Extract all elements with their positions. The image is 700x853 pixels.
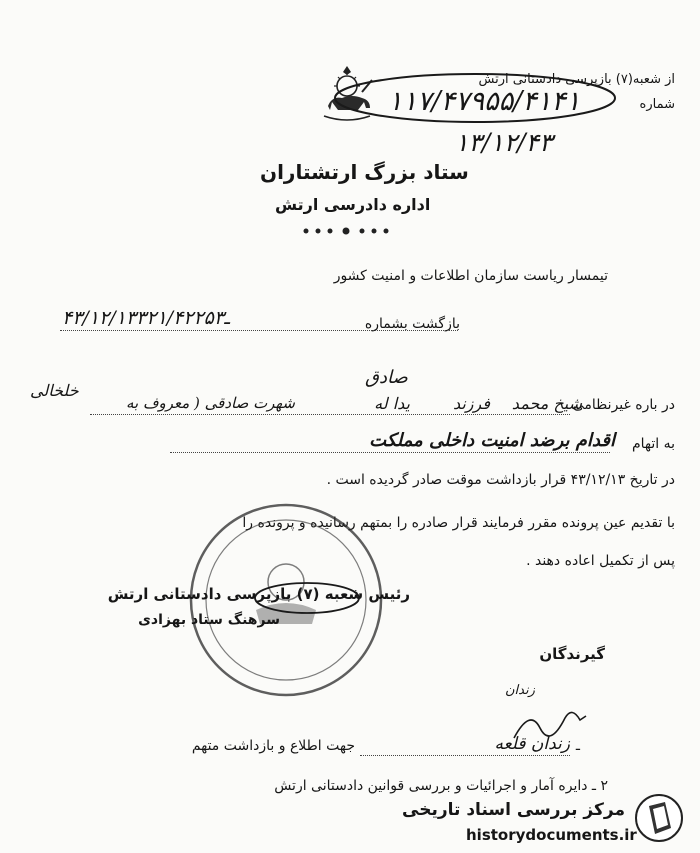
subject-child: فرزند [452,394,490,413]
recipient1-text: جهت اطلاع و بازداشت متهم [191,738,355,754]
signature-name: سرهنگ ستاد بهزادی [138,612,280,628]
header-branch: از شعبه(۷) بازپرسی دادستانی ارتش [478,72,675,87]
charge-label: به اتهام [631,436,675,452]
subject-dotted-line [90,414,570,415]
recipients-heading: گیرندگان [539,645,605,663]
subject-prefix: در باره غیرنظامی [572,397,675,413]
ornament-divider [300,226,392,236]
reference-label: بازگشت بشماره [364,316,460,332]
header-number-value: ۱۱۷/۴۷۹۵۵/۴۱۴۱ [388,86,581,117]
request-line1: با تقدیم عین پرونده مقرر فرمایند قرار صادره را بمتهم رسانیده و پرونده را [242,515,675,531]
recipient-line: تیمسار ریاست سازمان اطلاعات و امنیت کشور [333,268,608,284]
charge-value: اقدام برضد امنیت داخلی مملکت [369,430,615,451]
recipient1-place: زندان قلعه [494,734,570,754]
recipient1-prefix: ـ [575,738,580,754]
subject-name: شیخ محمد [511,394,582,413]
recipient2: ۲ ـ دایره آمار و اجرائیات و بررسی قوانین دادستانی ارتش [274,778,608,794]
signature-title: رئیس شعبه (۷) بازپرسی دادستانی ارتش [107,585,410,603]
header-number-label: شماره [639,97,675,112]
recipient1-signature-scribble [510,698,590,746]
watermark-logo-icon [633,792,685,844]
subject-father: یدا له [374,394,410,413]
subject-note: صادق [365,367,408,388]
reference-value: ۴۳/۱۲/۱۳ـ۳۲۱/۴۲۲۵۳ [62,307,230,329]
org-title: ستاد بزرگ ارتشتاران [260,160,469,184]
watermark-title: مرکز بررسی اسناد تاریخی [402,800,625,820]
charge-dotted-line [170,452,610,453]
subject-nick: خلخالی [30,381,79,400]
header-date: ۱۳/۱۲/۴۳ [455,128,553,157]
watermark-url: historydocuments.ir [466,826,637,844]
reference-dotted-line [60,330,458,331]
recipient1-note: زندان [505,683,535,698]
date-sentence: در تاریخ ۴۳/۱۲/۱۳ قرار بازداشت موقت صادر گردیده است . [326,472,675,488]
request-line2: پس از تکمیل اعاده دهند . [526,553,675,569]
recipient1-dotted-line [360,755,570,756]
dept-title: اداره دادرسی ارتش [275,195,431,214]
subject-fame: شهرت صادقی ( معروف به [125,394,295,412]
